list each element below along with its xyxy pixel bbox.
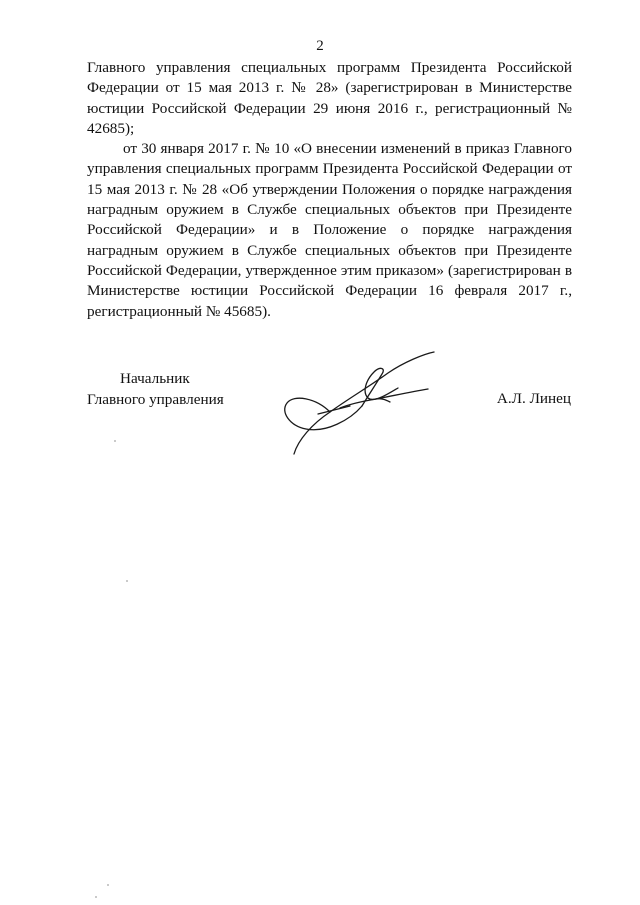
- paragraph-amendment-2017: от 30 января 2017 г. № 10 «О внесении изменений в приказ Главного управления специальных программ Президента Российской Федерации от 15 мая 2013 г. № 28 «Об утверждении Положения о порядке награждения наградным оружием в Службе специальных объектов при Президенте Российской Федерации» и в Положение о порядке награждения наградным оружием в Службе специальных объектов при Президенте Российской Федерации, утвержденное этим приказом» (зарегистрирован в Министерстве юстиции Российской Федерации 16 февраля 2017 г., регистрационный № 45685).: [87, 140, 572, 320]
- scan-speck: [107, 884, 109, 886]
- scan-speck: [126, 580, 128, 582]
- page-number: 2: [316, 38, 324, 54]
- paragraph-continuation: Главного управления специальных программ Президента Российской Федерации от 15 мая 2013 г. № 28» (зарегистрирован в Министерстве юстиции Российской Федерации 29 июня 2016 г., регистрационный № 42685);: [87, 59, 572, 137]
- scan-speck: [114, 440, 116, 442]
- signatory-title-line-2: Главного управления: [87, 390, 224, 408]
- signatory-title: [87, 369, 224, 410]
- scan-speck: [95, 896, 97, 898]
- document-body: [87, 58, 572, 322]
- signatory-name: А.Л. Линец: [496, 390, 571, 407]
- handwritten-signature: [278, 348, 443, 458]
- signatory-title-line-1: Начальник: [120, 370, 190, 387]
